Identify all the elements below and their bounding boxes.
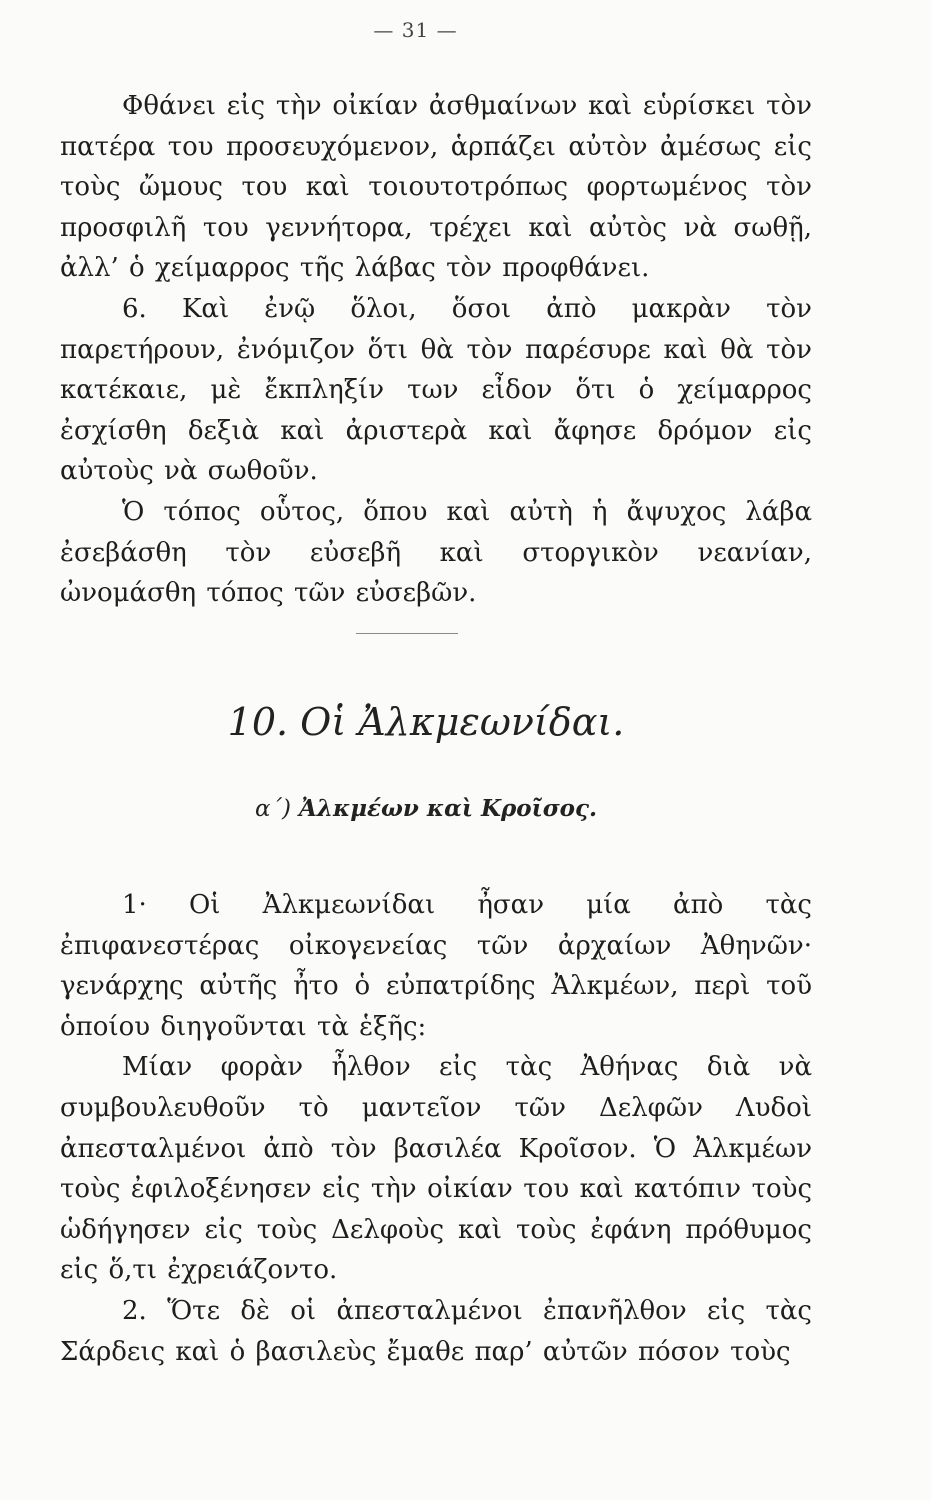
section-title — [0, 795, 852, 822]
paragraph: Μίαν φορὰν ἦλθον εἰς τὰς Ἀθήνας διὰ νὰ συμβουλευθοῦν τὸ μαντεῖον τῶν Δελφῶν Λυδοὶ ἀπεσταλμένοι ἀπὸ τὸν βασιλέα Κροῖσον. Ὁ Ἀλκμέων τοὺς ἐφιλοξένησεν εἰς τὴν οἰκίαν του καὶ κατόπιν τοὺς ὡδήγησεν εἰς τοὺς Δελφοὺς καὶ τοὺς ἐφάνη πρόθυμος εἰς ὅ,τι ἐχρειάζοντο. — [60, 1052, 812, 1286]
paragraph: 1· Οἱ Ἀλκμεωνίδαι ἦσαν μία ἀπὸ τὰς ἐπιφανεστέρας οἰκογενείας τῶν ἀρχαίων Ἀθηνῶν· γενάρχης αὐτῆς ἦτο ὁ εὐπατρίδης Ἀλκμέων, περὶ τοῦ ὁποίου διηγοῦνται τὰ ἑξῆς: — [60, 890, 812, 1042]
section-divider — [356, 633, 458, 634]
paragraph: Φθάνει εἰς τὴν οἰκίαν ἀσθμαίνων καὶ εὑρίσκει τὸν πατέρα του προσευχόμενον, ἁρπάζει αὐτὸν ἀμέσως εἰς τοὺς ὤμους του καὶ τοιουτοτρόπως φορτωμένος τὸν προσφιλῆ του γεννήτορα, τρέχει καὶ αὐτὸς νὰ σωθῇ, ἀλλ’ ὁ χείμαρρος τῆς λάβας τὸν προφθάνει. — [60, 91, 812, 284]
paragraph: 2. Ὅτε δὲ οἱ ἀπεσταλμένοι ἐπανῆλθον εἰς τὰς Σάρδεις καὶ ὁ βασιλεὺς ἔμαθε παρ’ αὐτῶν πόσον τοὺς — [60, 1295, 812, 1367]
text-block-bottom — [60, 885, 812, 1372]
section-name: Ἀλκμέων καὶ Κροῖσος. — [298, 795, 598, 822]
paragraph: 6. Καὶ ἐνῷ ὅλοι, ὅσοι ἀπὸ μακρὰν τὸν παρετήρουν, ἐνόμιζον ὅτι θὰ τὸν παρέσυρε καὶ θὰ τὸν κατέκαιε, μὲ ἔκπληξίν των εἶδον ὅτι ὁ χείμαρρος ἐσχίσθη δεξιὰ καὶ ἀριστερὰ καὶ ἄφησε δρόμον εἰς αὐτοὺς νὰ σωθοῦν. — [60, 293, 812, 487]
section-number: α΄) — [254, 796, 291, 822]
chapter-title: 10. Οἱ Ἀλκμεωνίδαι. — [227, 700, 625, 744]
page-number: — 31 — — [373, 18, 458, 42]
paragraph: Ὁ τόπος οὗτος, ὅπου καὶ αὐτὴ ἡ ἄψυχος λάβα ἐσεβάσθη τὸν εὐσεβῆ καὶ στοργικὸν νεανίαν, ὠνομάσθη τόπος τῶν εὐσεβῶν. — [60, 496, 812, 609]
text-block-top — [60, 86, 812, 614]
